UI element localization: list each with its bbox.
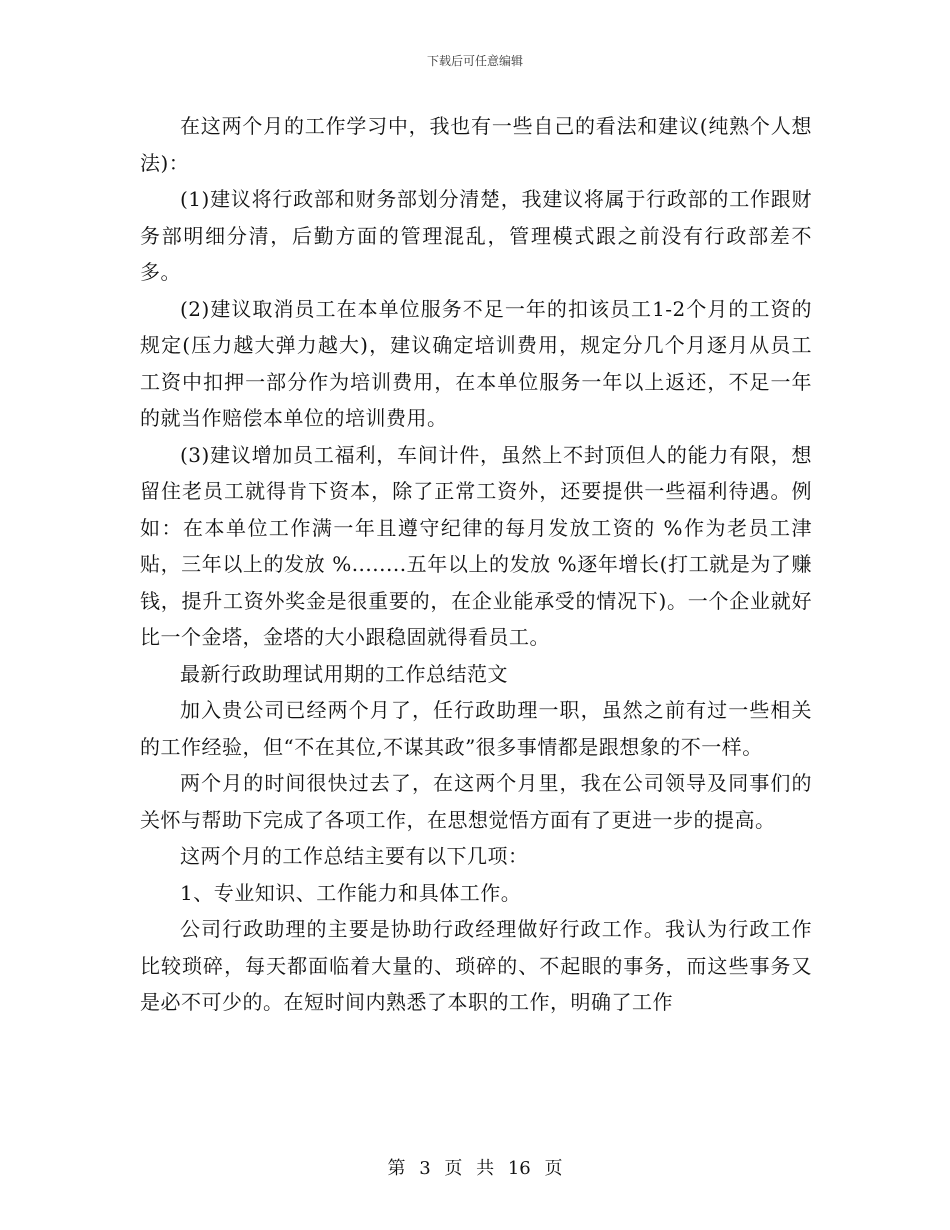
paragraph-suggestion-3: (3)建议增加员工福利，车间计件，虽然上不封顶但人的能力有限，想留住老员工就得肯下资本，除了正常工资外，还要提供一些福利待遇。例如：在本单位工作满一年且遵守纪律的每月发放工资的 %作为老员工津贴，三年以上的发放 %........五年以上的发放 %逐年增长(打工就是为了赚钱，提升工资外奖金是很重要的，在企业能承受的情况下)。一个企业就好比一个金塔，金塔的大小跟稳固就得看员工。 xyxy=(140,442,812,649)
paragraph-suggestion-2: (2)建议取消员工在本单位服务不足一年的扣该员工1-2个月的工资的规定(压力越大弹力越大)，建议确定培训费用，规定分几个月逐月从员工工资中扣押一部分作为培训费用，在本单位服务一年以上返还，不足一年的就当作赔偿本单位的培训费用。 xyxy=(140,296,812,430)
paragraph-role: 公司行政助理的主要是协助行政经理做好行政工作。我认为行政工作比较琐碎，每天都面临着大量的、琐碎的、不起眼的事务，而这些事务又是必不可少的。在短时间内熟悉了本职的工作，明确了工作 xyxy=(140,917,812,1014)
page-footer: 第 3 页 共 16 页 xyxy=(387,1158,563,1179)
paragraph-two-months: 两个月的时间很快过去了，在这两个月里，我在公司领导及同事们的关怀与帮助下完成了各项工作，在思想觉悟方面有了更进一步的提高。 xyxy=(140,771,812,832)
paragraph-intro: 在这两个月的工作学习中，我也有一些自己的看法和建议(纯熟个人想法)： xyxy=(140,114,812,175)
paragraph-summary-intro: 这两个月的工作总结主要有以下几项： xyxy=(180,844,529,868)
paragraph-suggestion-1: (1)建议将行政部和财务部划分清楚，我建议将属于行政部的工作跟财务部明细分清，后勤方面的管理混乱，管理模式跟之前没有行政部差不多。 xyxy=(140,187,812,284)
paragraph-joined: 加入贵公司已经两个月了，任行政助理一职，虽然之前有过一些相关的工作经验，但“不在其位,不谋其政”很多事情都是跟想象的不一样。 xyxy=(140,698,812,759)
page-header: 下载后可任意编辑 xyxy=(426,54,523,68)
document-body xyxy=(140,108,812,1021)
list-heading-1: 1、专业知识、工作能力和具体工作。 xyxy=(180,880,522,905)
section-title: 最新行政助理试用期的工作总结范文 xyxy=(180,661,508,686)
